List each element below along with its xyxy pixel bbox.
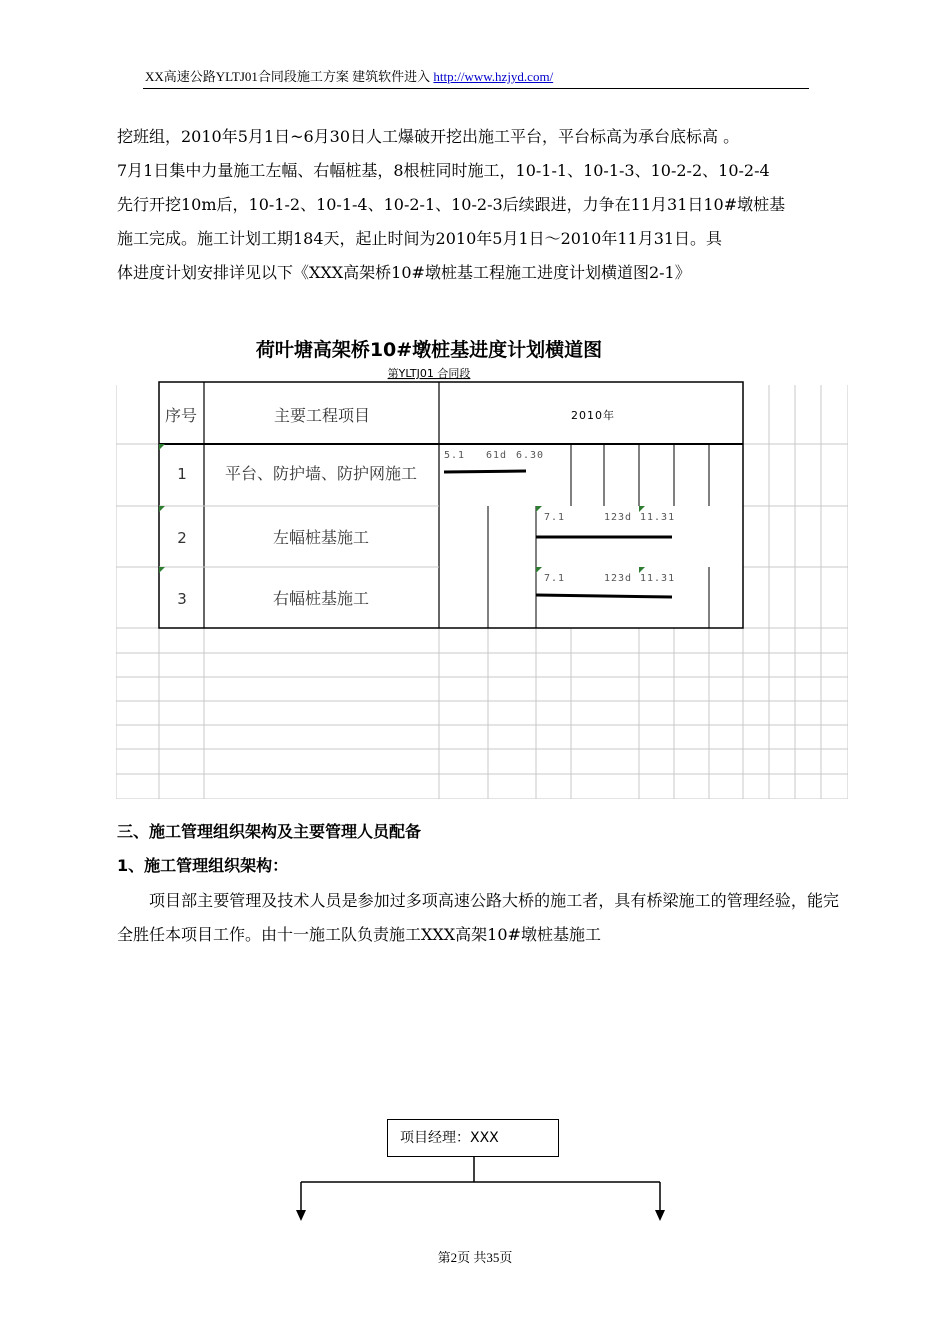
row-seq: 3 — [177, 590, 187, 608]
row-task-name: 右幅桩基施工 — [272, 589, 370, 608]
project-manager-box: 项目经理：XXX — [387, 1119, 559, 1157]
gantt-svg — [116, 333, 848, 799]
row-start-date: 7.1 — [544, 512, 566, 523]
body-paragraph: 项目部主要管理及技术人员是参加过多项高速公路大桥的施工者，具有桥梁施工的管理经验，能完全胜任本项目工作。由十一施工队负责施工XXX高架10#墩桩基施工 — [117, 891, 839, 944]
gantt-title: 荷叶塘高架桥10#墩桩基进度计划横道图 — [255, 339, 603, 361]
row-end-date: 6.30 — [516, 450, 545, 461]
page-footer: 第2页 共35页 — [437, 1250, 513, 1265]
row-task-name: 平台、防护墙、防护网施工 — [224, 464, 418, 483]
row-duration: 123d — [604, 573, 633, 584]
intro-paragraph — [117, 120, 839, 290]
gantt-bar — [536, 595, 672, 597]
col-seq-header: 序号 — [164, 406, 198, 425]
paragraph-line: 施工完成。施工计划工期184天，起止时间为2010年5月1日～2010年11月31日。具 — [117, 229, 723, 248]
row-start-date: 5.1 — [444, 450, 466, 461]
row-duration: 123d — [604, 512, 633, 523]
header-text: XX高速公路YLTJ01合同段施工方案 建筑软件进入 — [145, 69, 434, 84]
col-item-header: 主要工程项目 — [273, 406, 371, 425]
header-link[interactable]: http://www.hzjyd.com/ — [433, 69, 554, 84]
arrow-down-icon — [655, 1210, 665, 1221]
section-heading: 三、施工管理组织架构及主要管理人员配备 — [117, 822, 422, 841]
gantt-table — [159, 382, 743, 628]
gantt-chart — [116, 333, 848, 799]
row-seq: 1 — [177, 465, 187, 483]
paragraph-line: 先行开挖10m后，10-1-2、10-1-4、10-2-1、10-2-3后续跟进，力争在11月31日10#墩桩基 — [117, 195, 786, 214]
row-end-date: 11.31 — [640, 512, 676, 523]
col-year-header: 2010年 — [571, 409, 615, 422]
page-header — [143, 66, 809, 89]
row-end-date: 11.31 — [640, 573, 676, 584]
row-task-name: 左幅桩基施工 — [272, 528, 370, 547]
gantt-bar — [444, 471, 526, 472]
paragraph-line: 体进度计划安排详见以下《XXX高架桥10#墩桩基工程施工进度计划横道图2-1》 — [117, 263, 691, 282]
arrow-down-icon — [296, 1210, 306, 1221]
paragraph-line: 7月1日集中力量施工左幅、右幅桩基，8根桩同时施工，10-1-1、10-1-3、10-2-2、10-2-4 — [117, 161, 770, 180]
org-connectors — [290, 1157, 670, 1227]
paragraph-line: 挖班组，2010年5月1日~6月30日人工爆破开挖出施工平台，平台标高为承台底标高 。 — [117, 127, 740, 146]
row-duration: 61d — [486, 450, 508, 461]
row-start-date: 7.1 — [544, 573, 566, 584]
subsection-heading: 1、施工管理组织架构： — [117, 856, 289, 875]
gantt-subtitle: 第YLTJ01 合同段 — [387, 367, 471, 380]
row-seq: 2 — [177, 529, 187, 547]
